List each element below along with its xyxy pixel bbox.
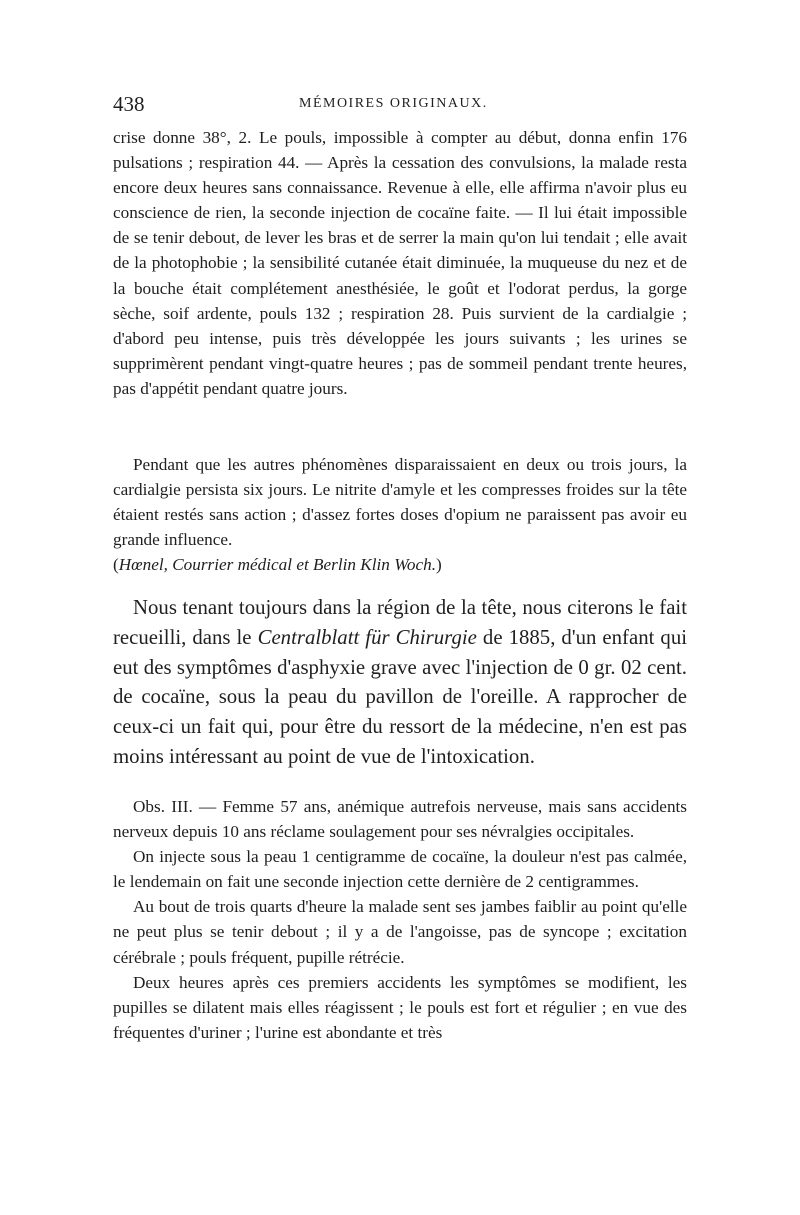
journal-title: Centralblatt für Chirurgie: [257, 625, 477, 649]
paragraph-after-two-hours: Deux heures après ces premiers accidents les symptômes se modifient, les pupilles se dilatent mais elles réagissent ; le pouls est fort et régulier ; en vue des fréquentes d'uriner ; l'urine est abondante et très: [113, 972, 687, 1042]
paragraph-symptoms: Au bout de trois quarts d'heure la malade sent ses jambes faiblir au point qu'elle ne peut plus se tenir debout ; il y a de l'angoisse, pas de syncope ; excitation cérébrale ; pouls fréquent, pupille rétrécie.: [113, 897, 687, 967]
paragraph-case-continuation: crise donne 38°, 2. Le pouls, impossible à compter au début, donna enfin 176 pulsations ; respiration 44. — Après la cessation des convulsions, la malade resta encore deux heures sans connaissance. Revenue à elle, elle affirma n'avoir plus eu conscience de rien, la seconde injection de cocaïne faite. — Il lui était impossible de se tenir debout, de lever les bras et de serrer la main qu'on lui tendait ; elle avait de la photophobie ; la sensibilité cutanée était diminuée, la muqueuse du nez et de la bouche était complétement anesthésiée, le goût et l'odorat perdus, la gorge sèche, soif ardente, pouls 132 ; respiration 28. Puis survient de la cardialgie ; d'abord peu intense, puis très développée les jours suivants ; les urines se supprimèrent pendant vingt-quatre heures ; pas de sommeil pendant trente heures, pas d'appétit pendant quatre jours.: [113, 128, 687, 398]
page-number: 438: [113, 92, 145, 116]
paragraph-block-4: [113, 794, 687, 1045]
page-header: [113, 92, 687, 122]
citation-close-paren: ): [436, 555, 442, 575]
paragraph-block-2: [113, 452, 687, 577]
paragraph-injection: On injecte sous la peau 1 centigramme de cocaïne, la douleur n'est pas calmée, le lendemain on fait une seconde injection cette dernière de 2 centigrammes.: [113, 847, 687, 892]
observation-heading-paragraph: Obs. III. — Femme 57 ans, anémique autrefois nerveuse, mais sans accidents nerveux depuis 10 ans réclame soulagement pour ses névralgies occipitales.: [113, 797, 687, 842]
running-title: MÉMOIRES ORIGINAUX.: [299, 96, 488, 111]
paragraph-block-3: [113, 593, 687, 772]
paragraph-centralblatt: [113, 593, 687, 772]
paragraph-block-1: [113, 125, 687, 401]
citation: Hœnel, Courrier médical et Berlin Klin Woch.: [118, 555, 437, 575]
paragraph-cardialgia: [113, 452, 687, 577]
paragraph-cardialgia-text: Pendant que les autres phénomènes disparaissaient en deux ou trois jours, la cardialgie persista six jours. Le nitrite d'amyle et les compresses froides sur la tête étaient restés sans action ; d'assez fortes doses d'opium ne paraissent pas avoir eu grande influence.: [113, 455, 687, 550]
paragraph-centralblatt-a: Nous tenant toujours dans la région de la tête, nous citerons le fait recueilli, dans le: [113, 596, 687, 649]
citation-open-paren: (: [113, 555, 119, 575]
paragraph-centralblatt-b: de 1885, d'un enfant qui eut des symptômes d'asphyxie grave avec l'injection de 0 gr. 02 cent. de cocaïne, sous la peau du pavillon de l'oreille. A rapprocher de ceux-ci un fait qui, pour être du ressort de la médecine, n'en est pas moins intéressant au point de vue de l'intoxication.: [113, 625, 687, 768]
